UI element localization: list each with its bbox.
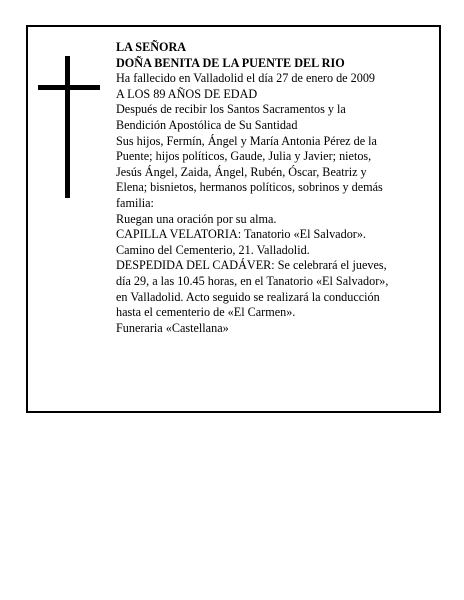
notice-line: A LOS 89 AÑOS DE EDAD xyxy=(116,86,258,101)
notice-line: Jesús Ángel, Zaida, Ángel, Rubén, Óscar, Beatriz y xyxy=(116,164,367,179)
notice-line: DESPEDIDA DEL CADÁVER: Se celebrará el jueves, xyxy=(116,258,387,273)
notice-line: Ruegan una oración por su alma. xyxy=(116,211,277,226)
notice-line: CAPILLA VELATORIA: Tanatorio «El Salvador». xyxy=(116,227,366,242)
notice-line: familia: xyxy=(116,195,154,210)
notice-line: Camino del Cementerio, 21. Valladolid. xyxy=(116,242,310,257)
notice-line: Ha fallecido en Valladolid el día 27 de enero de 2009 xyxy=(116,71,376,86)
cross-vertical-bar xyxy=(65,56,70,198)
notice-line: Elena; bisnietos, hermanos políticos, sobrinos y demás xyxy=(116,180,383,195)
cross-icon xyxy=(38,56,100,198)
notice-line: día 29, a las 10.45 horas, en el Tanatorio «El Salvador», xyxy=(116,273,389,288)
notice-text xyxy=(116,40,434,336)
notice-line: hasta el cementerio de «El Carmen». xyxy=(116,305,296,320)
cross-horizontal-bar xyxy=(38,85,100,90)
notice-title: LA SEÑORA xyxy=(116,40,187,54)
notice-line: Después de recibir los Santos Sacramentos y la xyxy=(116,102,346,117)
notice-line: Sus hijos, Fermín, Ángel y María Antonia Pérez de la xyxy=(116,133,377,148)
notice-line: en Valladolid. Acto seguido se realizará la conducción xyxy=(116,289,380,304)
obituary-notice xyxy=(26,25,441,413)
notice-line: Funeraria «Castellana» xyxy=(116,320,229,335)
notice-line: Puente; hijos políticos, Gaude, Julia y Javier; nietos, xyxy=(116,149,372,164)
deceased-name: DOÑA BENITA DE LA PUENTE DEL RIO xyxy=(116,55,345,70)
notice-line: Bendición Apostólica de Su Santidad xyxy=(116,117,298,132)
